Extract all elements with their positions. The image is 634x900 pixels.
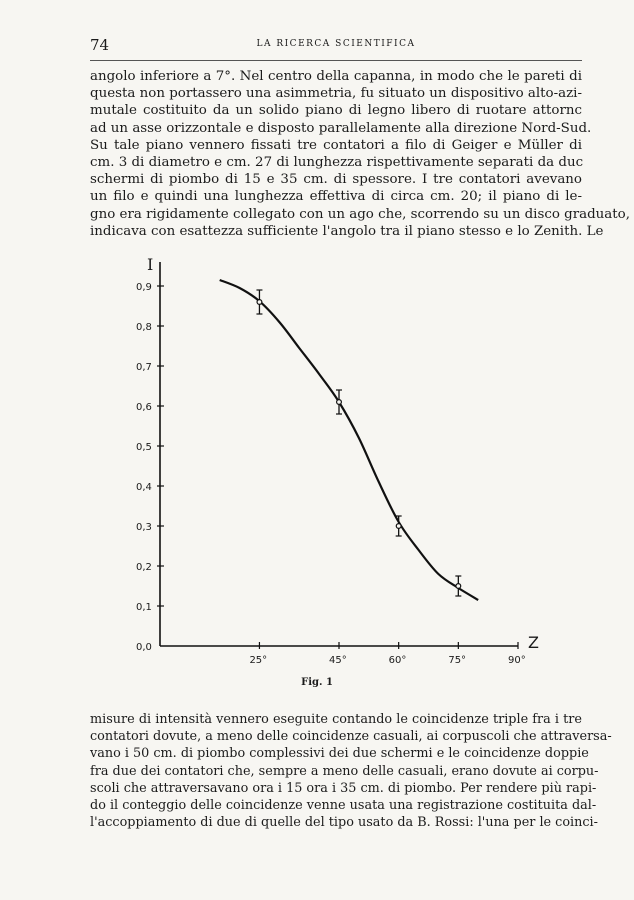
y-tick-label: 0,1 [136,602,152,613]
data-point [396,524,401,529]
x-tick-label: 90° [508,655,526,666]
text-line: cm. 3 di diametro e cm. 27 di lunghezza rispettivamente separati da duc [90,155,584,171]
page-number: 74 [90,36,110,54]
y-tick-label: 0,3 [136,522,152,533]
x-tick-label: 75° [448,655,467,666]
text-line: gno era rigidamente collegato con un ago che, scorrendo su un disco graduato, [90,206,630,222]
data-point [257,300,262,305]
y-tick-label: 0,4 [136,482,152,493]
x-tick-label: 60° [388,655,407,666]
text-line: angolo inferiore a 7°. Nel centro della capanna, in modo che le pareti di [90,69,582,84]
y-axis-title: I [147,255,154,274]
text-line: scoli che attraversavano ora i 15 ora i 35 cm. di piombo. Per rendere più rapi- [90,780,597,796]
x-tick-label: 25° [249,655,268,666]
fit-curve [220,280,479,600]
text-line: fra due dei contatori che, sempre a meno delle casuali, erano dovute ai corpu- [90,763,599,779]
text-line: indicava con esattezza sufficiente l'angolo tra il piano stesso e lo Zenith. Le [90,223,604,239]
text-line: ad un asse orizzontale e disposto parallelamente alla direzione Nord-Sud. [90,120,592,136]
text-line: un filo e quindi una lunghezza effettiva di circa cm. 20; il piano di le- [90,189,582,205]
x-tick-label: 45° [329,655,347,666]
running-title: LA RICERCA SCIENTIFICA [256,39,416,49]
text-line: l'accoppiamento di due di quelle del tipo usato da B. Rossi: l'una per le coinci- [90,815,598,831]
text-line: schermi di piombo di 15 e 35 cm. di spessore. I tre contatori avevano [90,172,582,188]
y-tick-label: 0,8 [136,322,152,333]
text-line: vano i 50 cm. di piombo complessivi dei due schermi e le coincidenze doppie [90,746,589,762]
y-tick-label: 0,2 [136,562,152,573]
data-point [337,400,342,405]
y-tick-label: 0,0 [136,642,152,653]
figure-caption: Fig. 1 [301,677,333,688]
text-line: mutale costituito da un solido piano di legno libero di ruotare attornc [90,103,582,119]
text-line: contatori dovute, a meno delle coincidenze casuali, ai corpuscoli che attraversa- [90,729,612,745]
paragraph-methods [90,711,612,831]
y-tick-label: 0,9 [136,282,152,293]
data-point [456,584,461,589]
x-axis-title: Z [528,633,539,652]
y-tick-label: 0,7 [136,362,152,373]
text-line: misure di intensità vennero eseguite contando le coincidenze triple fra i tre [90,712,582,727]
y-tick-label: 0,5 [136,442,152,453]
text-line: Su tale piano vennero fissati tre contatori a filo di Geiger e Müller di [90,137,582,153]
y-tick-label: 0,6 [136,402,152,413]
text-line: do il conteggio delle coincidenze venne usata una registrazione costituita dal- [90,798,597,814]
text-line: questa non portassero una asimmetria, fu situato un dispositivo alto-azi- [90,86,582,102]
